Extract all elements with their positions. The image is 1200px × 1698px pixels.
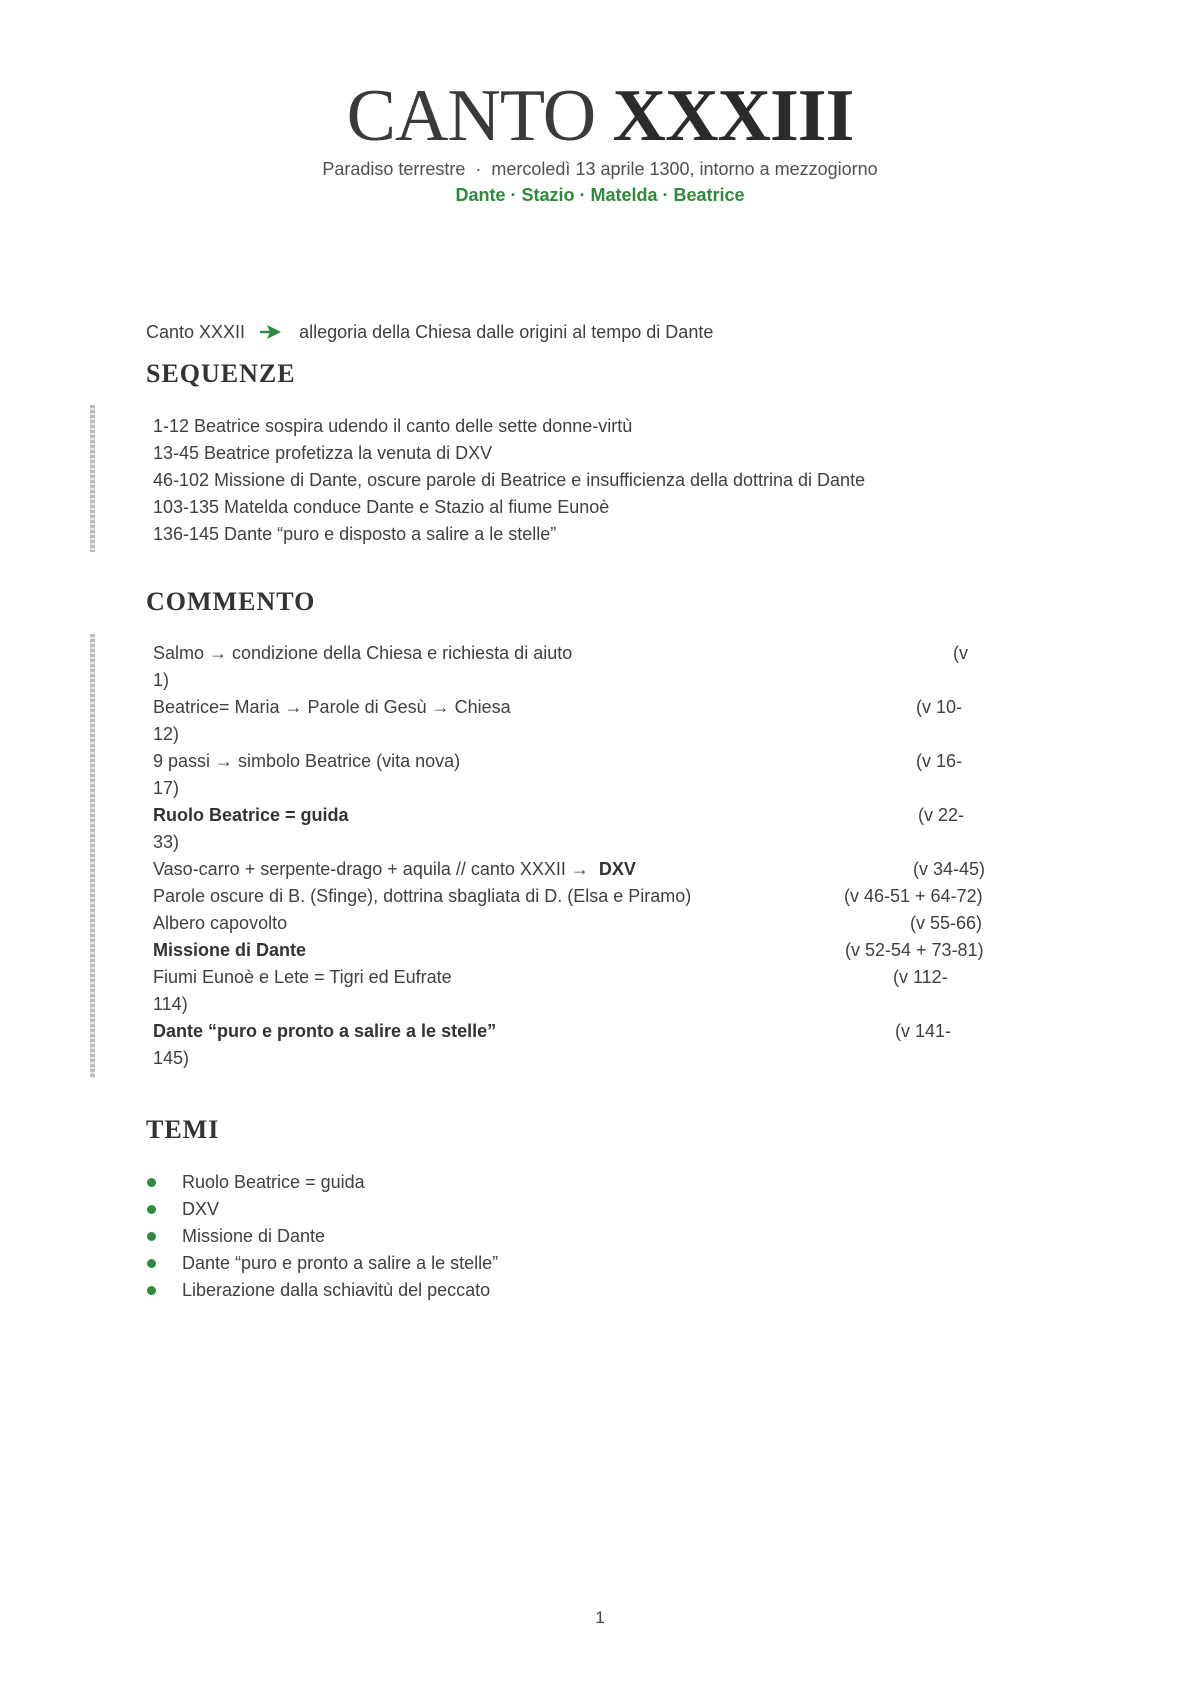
- page-number: 1: [595, 1608, 605, 1627]
- setting-place: Paradiso terrestre: [322, 159, 466, 179]
- commento-row: [153, 883, 1013, 910]
- intro-text: allegoria della Chiesa dalle origini al tempo di Dante: [299, 322, 714, 342]
- sequenze-list: [153, 413, 1053, 548]
- commento-text: Parole oscure di B. (Sfinge), dottrina sbagliata di D. (Elsa e Piramo): [153, 886, 692, 906]
- commento-row: [153, 937, 1013, 964]
- commento-list: [153, 640, 1013, 1072]
- temi-item: [146, 1277, 498, 1304]
- bullet-icon: [147, 1232, 156, 1241]
- commento-row: [153, 1018, 1013, 1072]
- setting-date: mercoledì 13 aprile 1300, intorno a mezzogiorno: [491, 159, 878, 179]
- verse-ref: (v 10-: [916, 697, 963, 717]
- commento-row: [153, 748, 1013, 802]
- verse-ref-continuation: 114): [153, 994, 188, 1014]
- verse-ref: (v 112-: [893, 967, 948, 987]
- temi-item: [146, 1169, 498, 1196]
- commento-text: Beatrice= Maria → Parole di Gesù → Chiesa: [153, 697, 511, 717]
- verse-ref-continuation: 17): [153, 778, 180, 798]
- intro-line: [146, 320, 713, 346]
- heading-commento: COMMENTO: [146, 587, 316, 616]
- bullet-icon: [147, 1205, 156, 1214]
- verse-ref-continuation: 33): [153, 832, 180, 852]
- commento-text-bold: DXV: [598, 859, 636, 879]
- verse-ref: (v 22-: [918, 805, 965, 825]
- verse-ref: (v 141-: [895, 1021, 952, 1041]
- verse-ref-continuation: 145): [153, 1048, 190, 1068]
- intro-label: Canto XXXII: [146, 322, 246, 342]
- commento-text: Fiumi Eunoè e Lete = Tigri ed Eufrate: [153, 967, 452, 987]
- commento-text: Ruolo Beatrice = guida: [153, 805, 349, 825]
- sequenze-item: 103-135 Matelda conduce Dante e Stazio al fiume Eunoè: [153, 497, 610, 517]
- heading-sequenze: SEQUENZE: [146, 359, 296, 388]
- commento-margin-bar: [90, 634, 95, 1078]
- temi-item-text: Ruolo Beatrice = guida: [182, 1172, 365, 1192]
- commento-row: [153, 640, 1013, 694]
- temi-item-text: Dante “puro e pronto a salire a le stelle”: [182, 1253, 499, 1273]
- bullet-icon: [147, 1178, 156, 1187]
- verse-ref: (v 34-45): [913, 859, 986, 879]
- temi-list: [146, 1169, 498, 1304]
- commento-row: [153, 856, 1013, 883]
- verse-ref: (v 52-54 + 73-81): [845, 940, 984, 960]
- commento-text-main: Vaso-carro + serpente-drago + aquila // canto XXXII →: [153, 859, 589, 879]
- commento-row: [153, 910, 1013, 937]
- commento-row: [153, 694, 1013, 748]
- green-arrow-icon: [260, 322, 282, 346]
- verse-ref-continuation: 12): [153, 724, 180, 744]
- verse-ref-continuation: 1): [153, 670, 170, 690]
- temi-item-text: Liberazione dalla schiavitù del peccato: [182, 1280, 491, 1300]
- title-word: CANTO: [346, 75, 596, 157]
- verse-ref: (v 55-66): [910, 913, 983, 933]
- commento-text: Dante “puro e pronto a salire a le stelle”: [153, 1021, 497, 1041]
- temi-item-text: DXV: [182, 1199, 220, 1219]
- temi-item: [146, 1223, 498, 1250]
- temi-item: [146, 1196, 498, 1223]
- title-number: XXXIII: [612, 75, 854, 157]
- commento-row: [153, 802, 1013, 856]
- verse-ref: (v 46-51 + 64-72): [844, 886, 983, 906]
- heading-temi: TEMI: [146, 1115, 220, 1144]
- temi-item-text: Missione di Dante: [182, 1226, 326, 1246]
- temi-item: [146, 1250, 498, 1277]
- commento-text: Salmo → condizione della Chiesa e richiesta di aiuto: [153, 643, 573, 663]
- verse-ref: (v: [953, 643, 968, 663]
- bullet-icon: [147, 1286, 156, 1295]
- commento-text: Missione di Dante: [153, 940, 307, 960]
- commento-text: 9 passi → simbolo Beatrice (vita nova): [153, 751, 461, 771]
- verse-ref: (v 16-: [916, 751, 963, 771]
- setting-line: [0, 157, 1200, 181]
- sequenze-item: 13-45 Beatrice profetizza la venuta di DXV: [153, 443, 493, 463]
- sequenze-item: 1-12 Beatrice sospira udendo il canto delle sette donne-virtù: [153, 416, 633, 436]
- sequenze-margin-bar: [90, 405, 95, 552]
- setting-separator: ·: [475, 159, 482, 179]
- commento-text: [153, 856, 636, 883]
- page-title: [0, 74, 1200, 158]
- characters-line: Dante · Stazio · Matelda · Beatrice: [455, 185, 745, 205]
- commento-text: Albero capovolto: [153, 913, 288, 933]
- bullet-icon: [147, 1259, 156, 1268]
- sequenze-item: 46-102 Missione di Dante, oscure parole di Beatrice e insufficienza della dottrina di Dante: [153, 470, 866, 490]
- sequenze-item: 136-145 Dante “puro e disposto a salire a le stelle”: [153, 524, 557, 544]
- commento-row: [153, 964, 1013, 1018]
